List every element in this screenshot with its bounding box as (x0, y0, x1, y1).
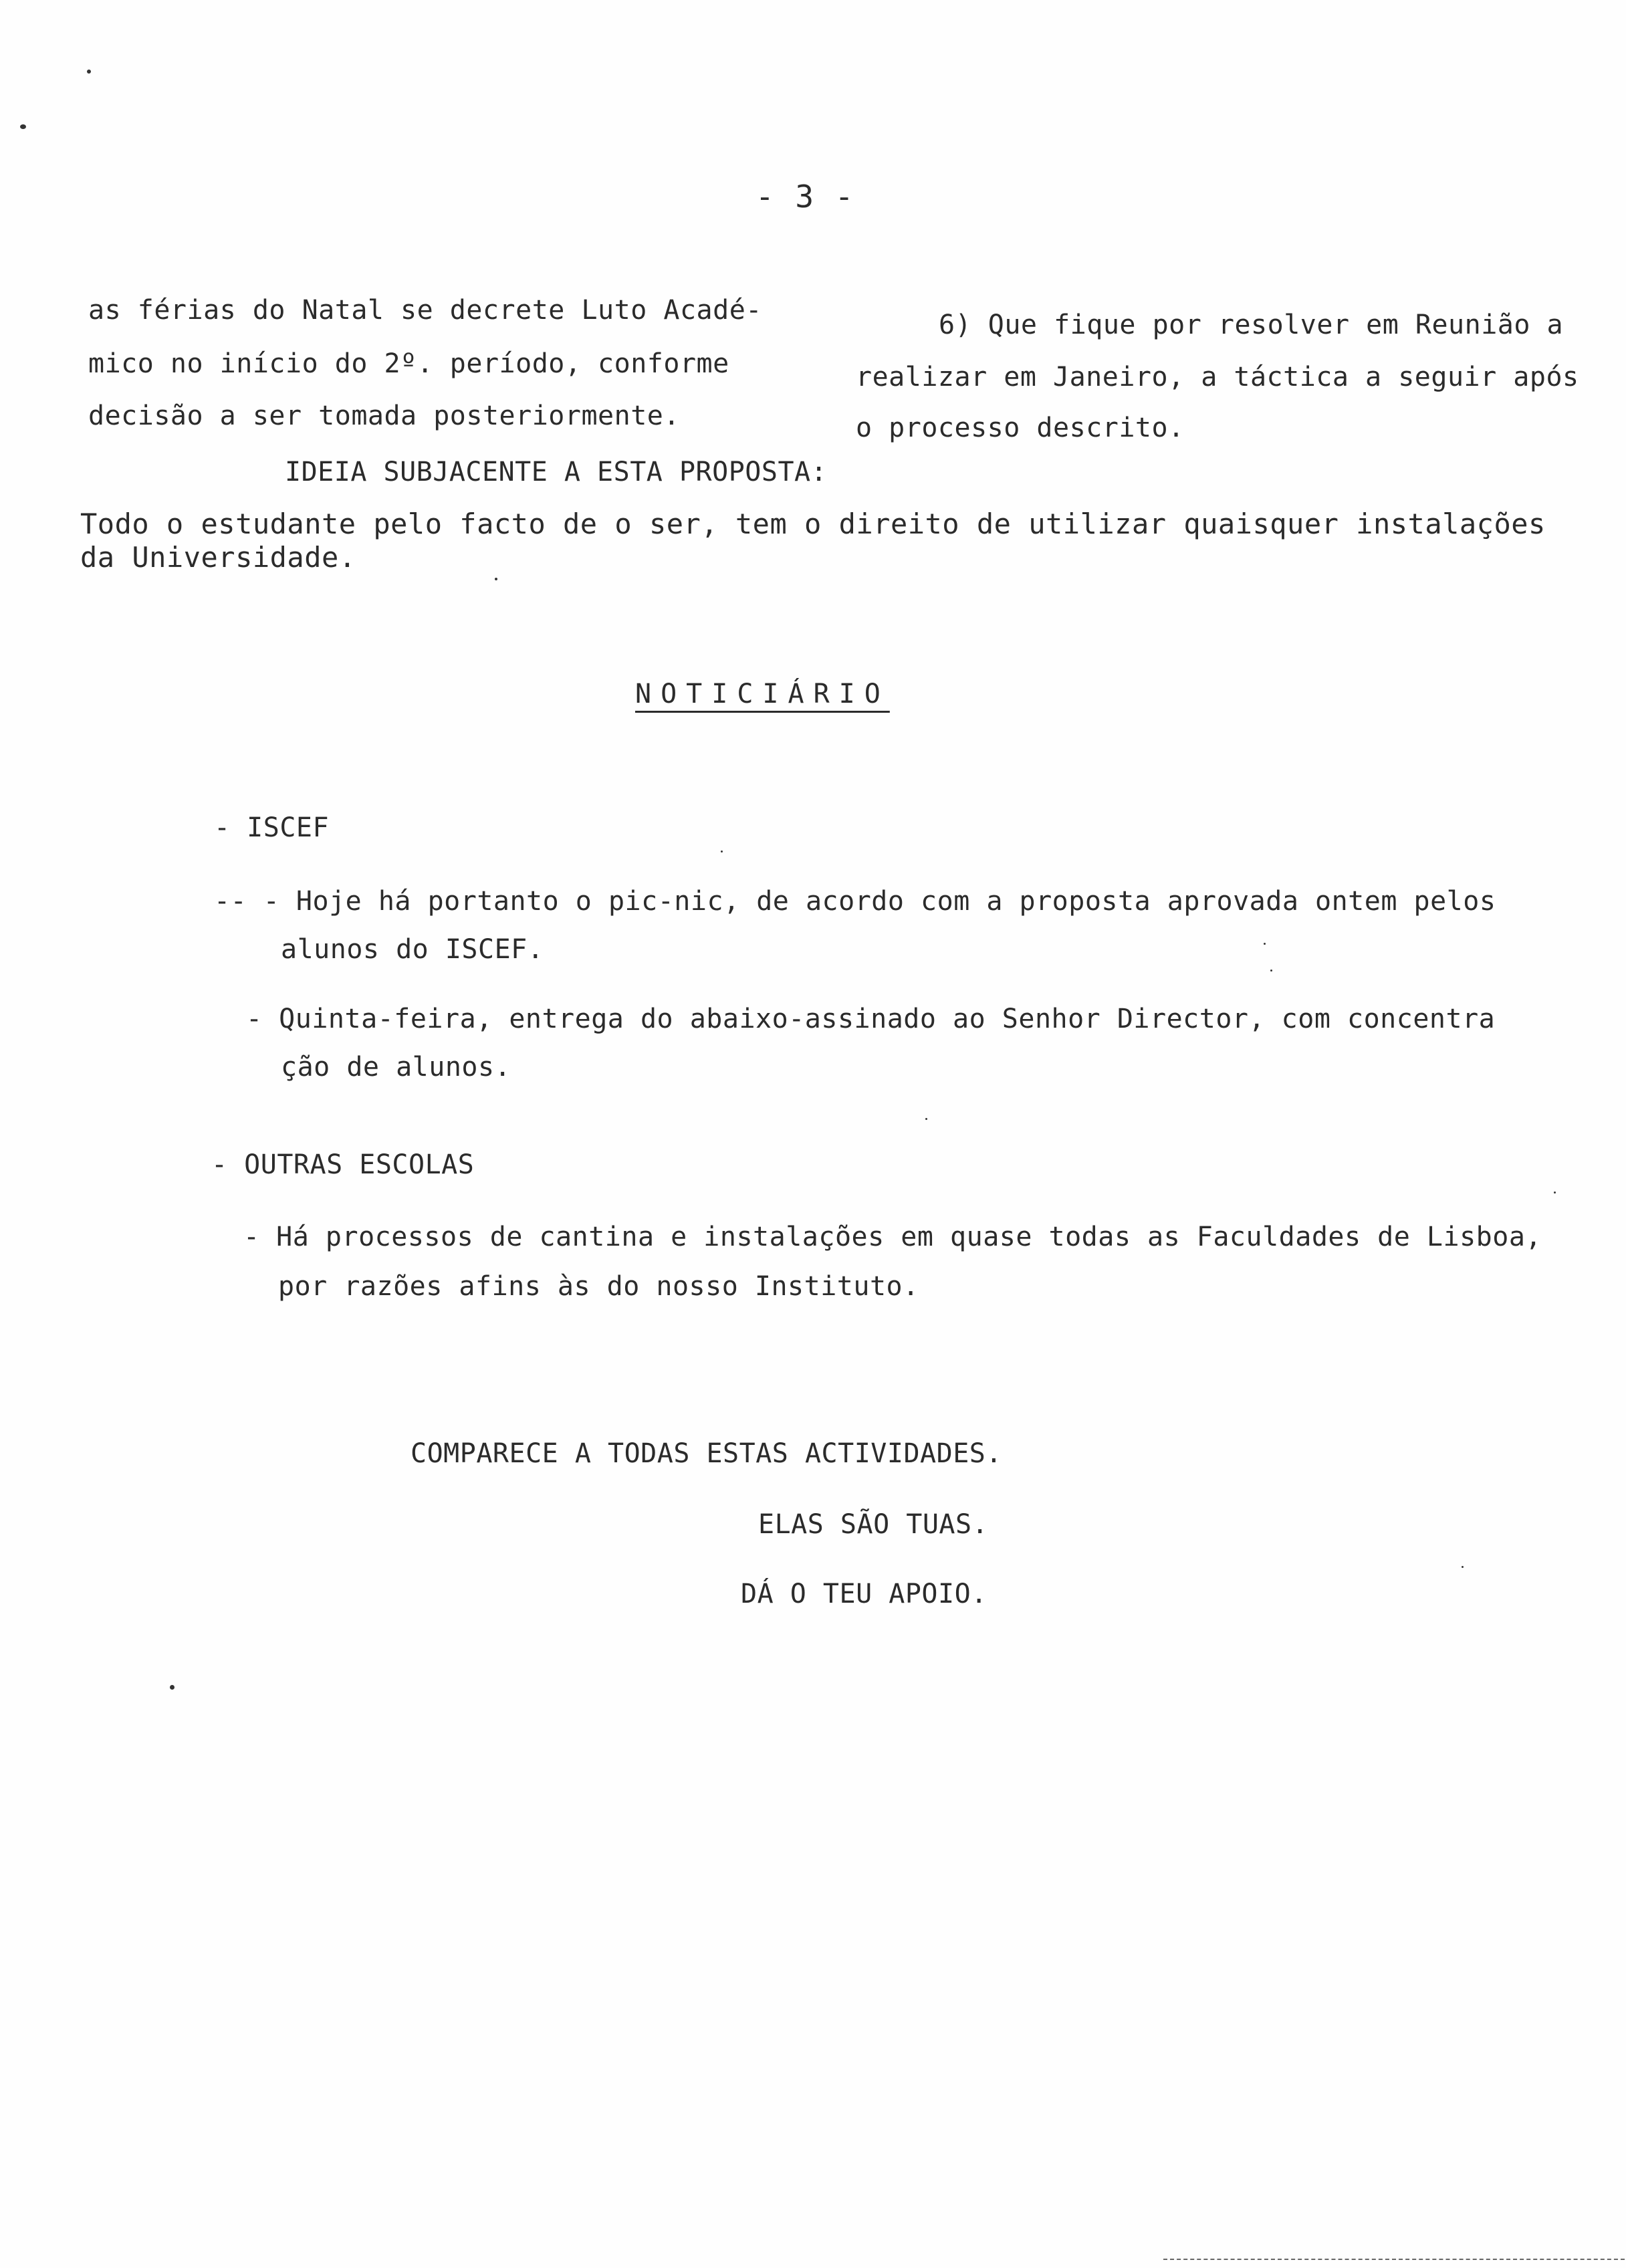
iscef-item-2-line-2: ção de alunos. (281, 1052, 511, 1083)
scan-speck (1270, 970, 1272, 972)
page-number: - 3 - (756, 179, 855, 215)
news-title: NOTICIÁRIO (635, 679, 890, 709)
right-column-line-1: 6) Que fique por resolver em Reunião a (939, 310, 1564, 340)
closing-line-1: COMPARECE A TODAS ESTAS ACTIVIDADES. (411, 1438, 1002, 1469)
footer-rule (1163, 2259, 1625, 2260)
closing-line-2: ELAS SÃO TUAS. (758, 1509, 989, 1540)
left-column-line-3: decisão a ser tomada posteriormente. (88, 401, 680, 431)
iscef-item-1-line-1: -- - Hoje há portanto o pic-nic, de acordo com a proposta aprovada ontem pelos (214, 886, 1496, 917)
closing-line-3: DÁ O TEU APOIO. (741, 1579, 988, 1609)
other-schools-item-line-2: por razões afins às do nosso Instituto. (278, 1271, 919, 1302)
scan-speck (925, 1118, 927, 1120)
iscef-item-2-line-1: - Quinta-feira, entrega do abaixo-assinado ao Senhor Director, com concentra (246, 1004, 1496, 1034)
other-schools-label: - OUTRAS ESCOLAS (211, 1149, 475, 1180)
other-schools-item-line-1: - Há processos de cantina e instalações em quase todas as Faculdades de Lisboa, (243, 1222, 1542, 1252)
scan-speck (1554, 1192, 1556, 1194)
scan-speck (87, 70, 91, 74)
left-column-line-2: mico no início do 2º. período, conforme (88, 348, 729, 379)
scan-speck (495, 578, 497, 580)
proposal-line-1: Todo o estudante pelo facto de o ser, tem o direito de utilizar quaisquer instalações (80, 507, 1546, 540)
iscef-label: - ISCEF (214, 812, 330, 843)
scan-speck (20, 124, 26, 129)
scan-speck (1462, 1566, 1464, 1568)
right-column-line-2: realizar em Janeiro, a táctica a seguir após (856, 362, 1579, 392)
scan-speck (170, 1685, 175, 1690)
scan-speck (1264, 943, 1266, 945)
iscef-item-1-line-2: alunos do ISCEF. (281, 934, 544, 965)
proposal-line-2: da Universidade. (80, 541, 356, 574)
right-column-line-3: o processo descrito. (856, 413, 1185, 443)
left-column-line-1: as férias do Natal se decrete Luto Acadé- (88, 295, 762, 326)
scan-speck (721, 850, 723, 853)
proposal-heading: IDEIA SUBJACENTE A ESTA PROPOSTA: (285, 457, 828, 487)
